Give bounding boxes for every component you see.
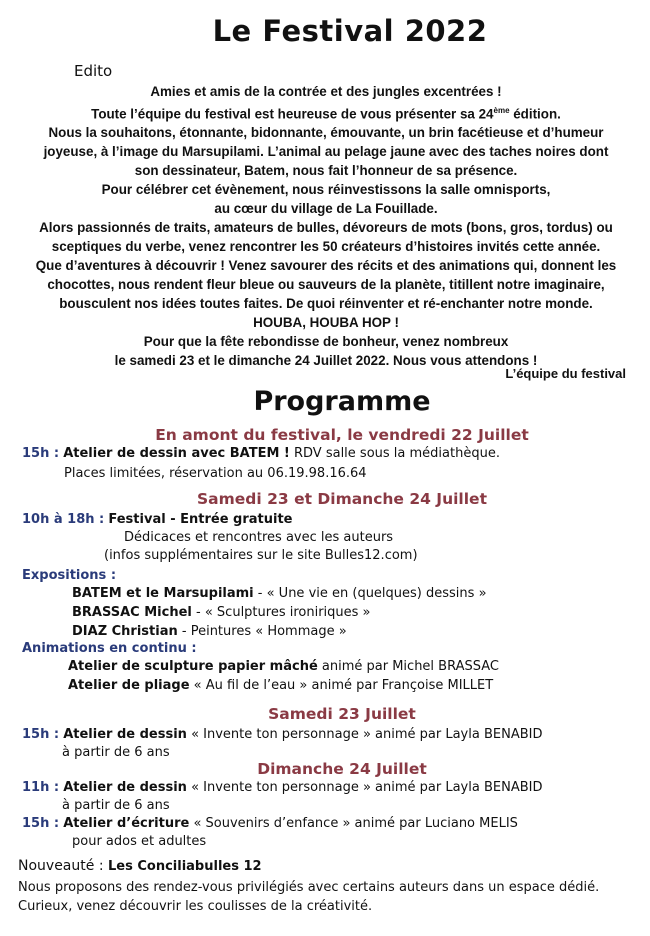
edito-line: Pour que la fête rebondisse de bonheur, venez nombreux: [143, 334, 509, 350]
event-activity: Atelier de dessin: [63, 780, 187, 795]
event-detail: RDV salle sous la médiathèque.: [289, 446, 500, 461]
event-weekend-website: (infos supplémentaires sur le site Bulles12.com): [104, 548, 418, 563]
edition-tail: édition.: [509, 106, 561, 122]
edito-line: joyeuse, à l’image du Marsupilami. L’animal au pelage jaune avec des taches noires dont: [43, 144, 609, 160]
event-time: 11h :: [22, 780, 60, 795]
page-title: Le Festival 2022: [212, 14, 488, 48]
edito-line: Que d’aventures à découvrir ! Venez savourer des récits et des animations qui, donnent les: [35, 258, 617, 274]
expositions-label: Expositions :: [22, 568, 117, 583]
edito-text: [20, 82, 632, 370]
animation-desc: animé par Michel BRASSAC: [317, 659, 499, 674]
nouveaute-label: Nouveauté :: [18, 858, 108, 874]
event-dimanche-1: [22, 780, 542, 795]
animations-label: Animations en continu :: [22, 641, 197, 656]
edito-label: Edito: [74, 62, 113, 80]
event-time: 15h :: [22, 816, 60, 831]
edito-line: Alors passionnés de traits, amateurs de bulles, dévoreurs de mots (bons, gros, tordus) ou: [39, 220, 613, 236]
edito-line: le samedi 23 et le dimanche 24 Juillet 2022. Nous vous attendons !: [114, 353, 538, 369]
animation-name: Atelier de sculpture papier mâché: [68, 659, 318, 674]
section-title-dimanche: Dimanche 24 Juillet: [257, 760, 427, 778]
edito-line: [20, 101, 632, 123]
nouveaute-heading: [18, 858, 262, 874]
exposition-item: [72, 624, 347, 639]
event-time: 10h à 18h :: [22, 512, 105, 527]
edito-line: sceptiques du verbe, venez rencontrer les 50 créateurs d’histoires invités cette année.: [51, 239, 601, 255]
animation-name: Atelier de pliage: [68, 678, 190, 693]
exposition-desc: - « Une vie en (quelques) dessins »: [253, 586, 487, 601]
event-activity: Atelier de dessin avec BATEM !: [63, 446, 290, 461]
event-time: 15h :: [22, 446, 60, 461]
exposition-item: [72, 605, 371, 620]
signature: L’équipe du festival: [505, 366, 626, 381]
event-dimanche-1-age: à partir de 6 ans: [62, 798, 170, 813]
event-activity: Atelier d’écriture: [63, 816, 190, 831]
section-title-weekend: Samedi 23 et Dimanche 24 Juillet: [197, 490, 487, 508]
exposition-item: [72, 586, 487, 601]
section-title-vendredi: En amont du festival, le vendredi 22 Juillet: [155, 426, 529, 444]
edition-superscript: ème: [493, 106, 510, 115]
animation-desc: « Au fil de l’eau » animé par Françoise MILLET: [189, 678, 494, 693]
exposition-desc: - « Sculptures ironiriques »: [191, 605, 371, 620]
exposition-name: BRASSAC Michel: [72, 605, 192, 620]
exposition-name: BATEM et le Marsupilami: [72, 586, 254, 601]
programme-title: Programme: [253, 386, 431, 417]
event-dimanche-2: [22, 816, 518, 831]
event-dimanche-2-audience: pour ados et adultes: [72, 834, 207, 849]
event-time: 15h :: [22, 727, 60, 742]
edito-line: son dessinateur, Batem, nous fait l’honneur de sa présence.: [134, 163, 518, 179]
edito-line: Nous la souhaitons, étonnante, bidonnante, émouvante, un brin facétieuse et d’humeur: [48, 125, 604, 141]
nouveaute-title: Les Conciliabulles 12: [107, 859, 262, 874]
edito-line: au cœur du village de La Fouillade.: [214, 201, 438, 217]
event-activity: Atelier de dessin: [63, 727, 187, 742]
edito-line: HOUBA, HOUBA HOP !: [253, 315, 399, 331]
edito-line-text: Toute l’équipe du festival est heureuse de vous présenter sa 24: [91, 106, 494, 122]
event-activity: Festival - Entrée gratuite: [108, 512, 293, 527]
exposition-name: DIAZ Christian: [72, 624, 178, 639]
edito-line: chocottes, nous rendent fleur bleue ou sauveurs de la planète, titillent notre imaginaire,: [47, 277, 605, 293]
event-detail: « Invente ton personnage » animé par Layla BENABID: [186, 780, 543, 795]
edito-line: Amies et amis de la contrée et des jungles excentrées !: [150, 84, 502, 99]
event-weekend-info: Dédicaces et rencontres avec les auteurs: [124, 530, 394, 545]
event-vendredi: [22, 446, 500, 461]
exposition-desc: - Peintures « Hommage »: [177, 624, 347, 639]
event-vendredi-info: Places limitées, réservation au 06.19.98.16.64: [64, 466, 367, 481]
section-title-samedi: Samedi 23 Juillet: [268, 705, 416, 723]
event-samedi: [22, 727, 542, 742]
event-samedi-age: à partir de 6 ans: [62, 745, 170, 760]
event-detail: « Invente ton personnage » animé par Layla BENABID: [186, 727, 543, 742]
event-detail: « Souvenirs d’enfance » animé par Luciano MELIS: [189, 816, 518, 831]
animation-item: [68, 678, 493, 693]
edito-line: bousculent nos idées toutes faites. De quoi réinventer et ré-enchanter notre monde.: [59, 296, 593, 312]
nouveaute-text: Nous proposons des rendez-vous privilégiés avec certains auteurs dans un espace dédié. Curieux, venez découvrir les coulisses de la créativité.: [18, 880, 600, 914]
edito-line: Pour célébrer cet évènement, nous réinvestissons la salle omnisports,: [101, 182, 551, 198]
event-weekend: [22, 512, 293, 527]
animation-item: [68, 659, 499, 674]
